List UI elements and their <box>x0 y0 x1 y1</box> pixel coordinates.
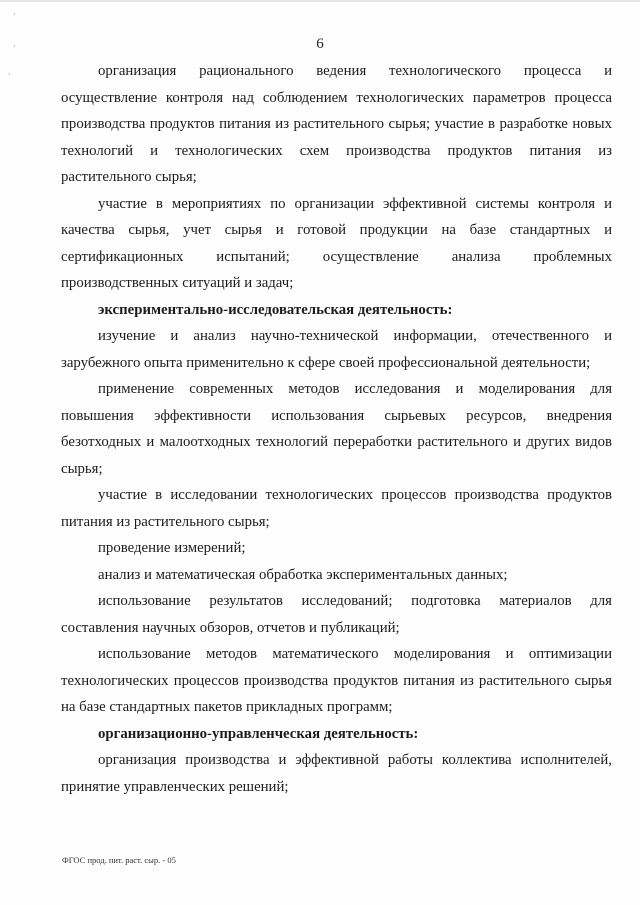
paragraph: организация рационального ведения технологического процесса и осуществление контроля над соблюдением технологических параметров процесса производства продуктов питания из растительного сырья; участие в разработке новых технологий и технологических схем производства продуктов питания из растительного сырья; <box>61 63 612 185</box>
scan-dot: · <box>13 10 16 19</box>
scan-edge-line <box>0 0 640 2</box>
paragraph: анализ и математическая обработка экспериментальных данных; <box>98 566 508 583</box>
paragraph: участие в исследовании технологических процессов производства продуктов питания из растительного сырья; <box>61 487 612 530</box>
scan-dot: · <box>8 70 11 79</box>
paragraph: применение современных методов исследования и моделирования для повышения эффективности использования сырьевых ресурсов, внедрения безотходных и малоотходных технологий переработки растительного и других видов сырья; <box>61 381 612 477</box>
paragraph: проведение измерений; <box>98 540 246 556</box>
footer-code: ФГОС прод. пит. раст. сыр. - 05 <box>62 855 176 865</box>
scan-dot: · <box>13 42 16 51</box>
paragraph: использование методов математического моделирования и оптимизации технологических процессов производства продуктов питания из растительного сырья на базе стандартных пакетов прикладных программ; <box>61 646 612 715</box>
section-heading: организационно-управленческая деятельность: <box>98 725 419 742</box>
paragraph: изучение и анализ научно-технической информации, отечественного и зарубежного опыта применительно к сфере своей профессиональной деятельности; <box>61 328 612 371</box>
page-number: 6 <box>316 36 324 52</box>
body-text <box>61 58 612 800</box>
paragraph: участие в мероприятиях по организации эффективной системы контроля и качества сырья, учет сырья и готовой продукции на базе стандартных и сертификационных испытаний; осуществление анализа проблемных производственных ситуаций и задач; <box>61 195 612 291</box>
paragraph: организация производства и эффективной работы коллектива исполнителей, принятие управленческих решений; <box>61 752 612 795</box>
section-heading: экспериментально-исследовательская деятельность: <box>98 301 453 318</box>
paragraph: использование результатов исследований; подготовка материалов для составления научных обзоров, отчетов и публикаций; <box>61 593 612 636</box>
